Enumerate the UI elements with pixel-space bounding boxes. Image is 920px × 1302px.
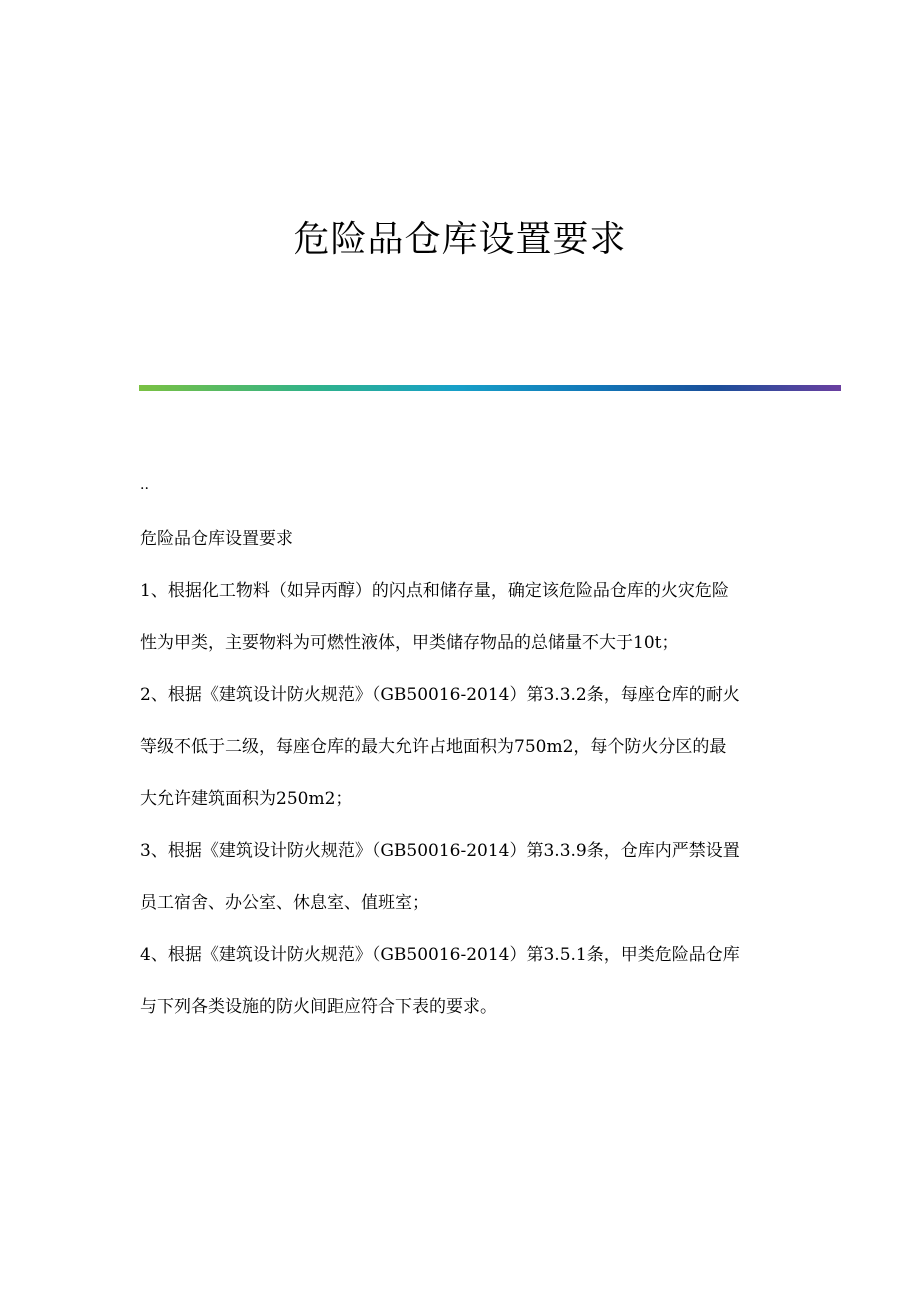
paragraph-3: [140, 825, 790, 929]
paragraph-3-line-2: 员工宿舍、办公室、休息室、值班室；: [140, 893, 429, 913]
gradient-divider: [139, 385, 841, 391]
paragraph-4: [140, 929, 790, 1033]
dots-marker: ..: [140, 477, 149, 493]
paragraph-1-line-2: 性为甲类，主要物料为可燃性液体，甲类储存物品的总储量不大于10t；: [140, 633, 679, 653]
section-subtitle: 危险品仓库设置要求: [140, 529, 293, 549]
paragraph-2: [140, 669, 790, 825]
paragraph-1-line-1: 1、根据化工物料（如异丙醇）的闪点和储存量，确定该危险品仓库的火灾危险: [140, 581, 729, 601]
document-title: 危险品仓库设置要求: [293, 219, 627, 260]
paragraph-1: [140, 565, 790, 669]
document-body: [140, 513, 790, 1033]
paragraph-4-line-2: 与下列各类设施的防火间距应符合下表的要求。: [140, 997, 497, 1017]
paragraph-2-line-1: 2、根据《建筑设计防火规范》（GB50016-2014）第3.3.2条，每座仓库的耐火: [140, 685, 740, 705]
paragraph-4-line-1: 4、根据《建筑设计防火规范》（GB50016-2014）第3.5.1条，甲类危险品仓库: [140, 945, 740, 965]
paragraph-2-line-2: 等级不低于二级，每座仓库的最大允许占地面积为750m2，每个防火分区的最: [140, 737, 727, 757]
paragraph-3-line-1: 3、根据《建筑设计防火规范》（GB50016-2014）第3.3.9条，仓库内严禁设置: [140, 841, 740, 861]
paragraph-2-line-3: 大允许建筑面积为250m2；: [140, 789, 353, 809]
